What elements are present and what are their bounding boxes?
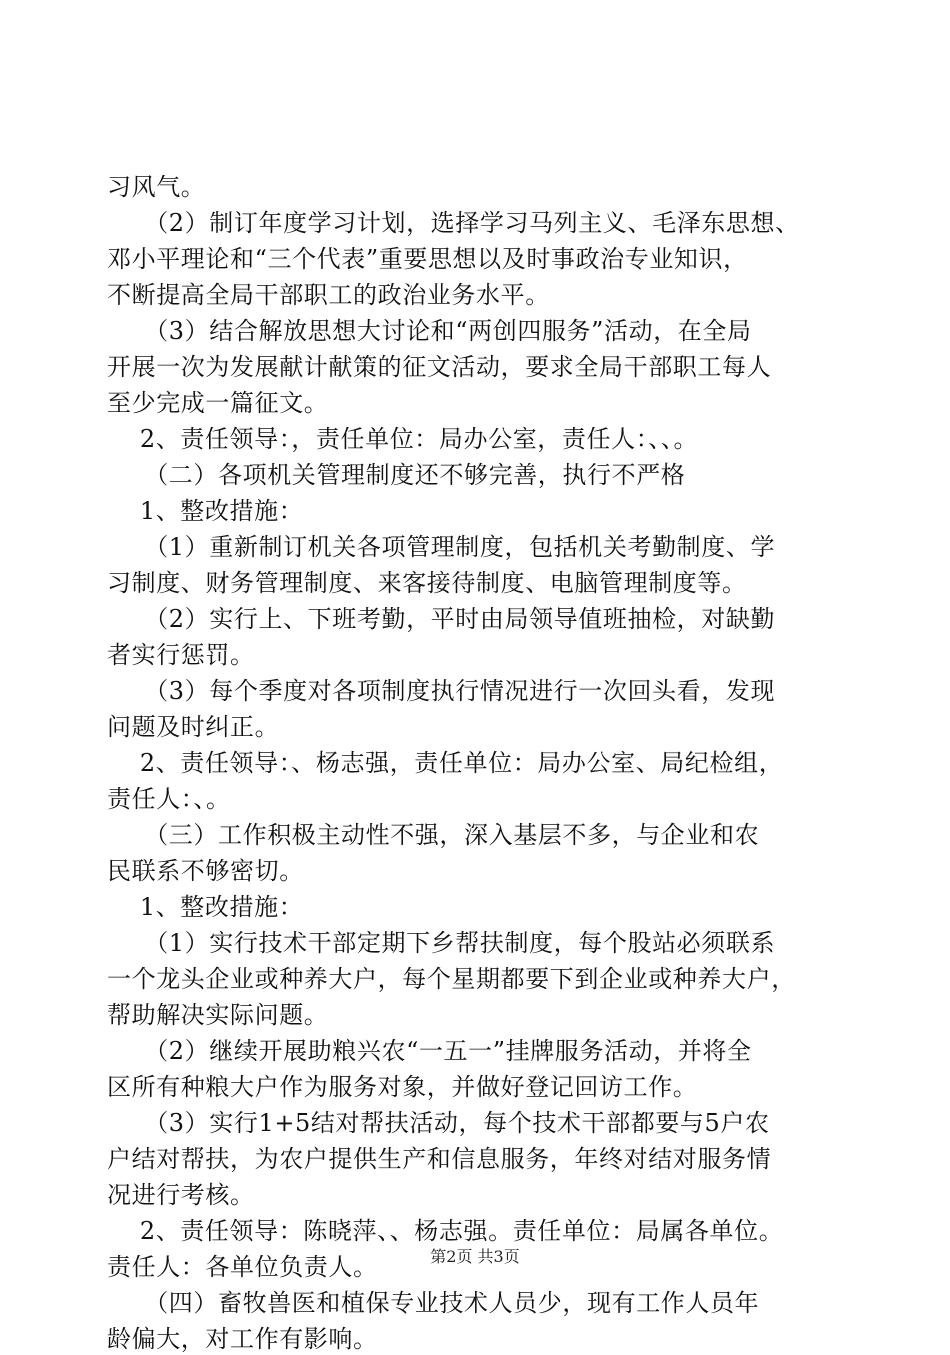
text-line: 帮助解决实际问题。: [107, 1001, 329, 1029]
text-line: （2）实行上、下班考勤，平时由局领导值班抽检，对缺勤: [107, 605, 776, 633]
text-line: 2、责任领导：、杨志强，责任单位：局办公室、局纪检组，: [107, 749, 784, 777]
text-line: （二）各项机关管理制度还不够完善，执行不严格: [107, 461, 686, 489]
text-line: 一个龙头企业或种养大户，每个星期都要下到企业或种养大户，: [107, 965, 796, 993]
text-line: 况进行考核。: [107, 1181, 255, 1209]
text-line: 责任人：各单位负责人。: [107, 1253, 378, 1281]
text-line: 1、整改措施：: [107, 497, 304, 525]
text-line: 责任人：、。: [107, 785, 231, 813]
text-line: （1）实行技术干部定期下乡帮扶制度，每个股站必须联系: [107, 929, 776, 957]
text-line: 1、整改措施：: [107, 893, 304, 921]
page-footer: 第2页 共3页: [430, 1247, 520, 1266]
text-line: 邓小平理论和“三个代表”重要思想以及时事政治专业知识，: [107, 245, 748, 273]
text-line: 不断提高全局干部职工的政治业务水平。: [107, 281, 550, 309]
text-line: （2）继续开展助粮兴农“一五一”挂牌服务活动，并将全: [107, 1037, 752, 1065]
text-line: （3）实行1+5结对帮扶活动，每个技术干部都要与5户农: [107, 1109, 770, 1137]
text-line: 习风气。: [107, 173, 206, 201]
text-line: （3）每个季度对各项制度执行情况进行一次回头看，发现: [107, 677, 776, 705]
text-line: 龄偏大，对工作有影响。: [107, 1325, 378, 1353]
text-line: 户结对帮扶，为农户提供生产和信息服务，年终对结对服务情: [107, 1145, 772, 1173]
text-line: 2、责任领导：，责任单位：局办公室，责任人：、、。: [107, 425, 699, 453]
text-line: 2、责任领导：陈晓萍、、杨志强。责任单位：局属各单位。: [107, 1217, 784, 1245]
document-body: [107, 172, 847, 1355]
text-line: 至少完成一篇征文。: [107, 389, 329, 417]
text-line: 开展一次为发展献计献策的征文活动，要求全局干部职工每人: [107, 353, 772, 381]
text-line: 者实行惩罚。: [107, 641, 255, 669]
text-line: （四）畜牧兽医和植保专业技术人员少，现有工作人员年: [107, 1289, 760, 1317]
text-line: 习制度、财务管理制度、来客接待制度、电脑管理制度等。: [107, 569, 747, 597]
text-line: （三）工作积极主动性不强，深入基层不多，与企业和农: [107, 821, 760, 849]
text-line: 民联系不够密切。: [107, 857, 304, 885]
text-line: （2）制订年度学习计划，选择学习马列主义、毛泽东思想、: [107, 209, 800, 237]
text-line: 问题及时纠正。: [107, 713, 280, 741]
text-line: （1）重新制订机关各项管理制度，包括机关考勤制度、学: [107, 533, 776, 561]
text-line: （3）结合解放思想大讨论和“两创四服务”活动，在全局: [107, 317, 752, 345]
text-line: 区所有种粮大户作为服务对象，并做好登记回访工作。: [107, 1073, 698, 1101]
